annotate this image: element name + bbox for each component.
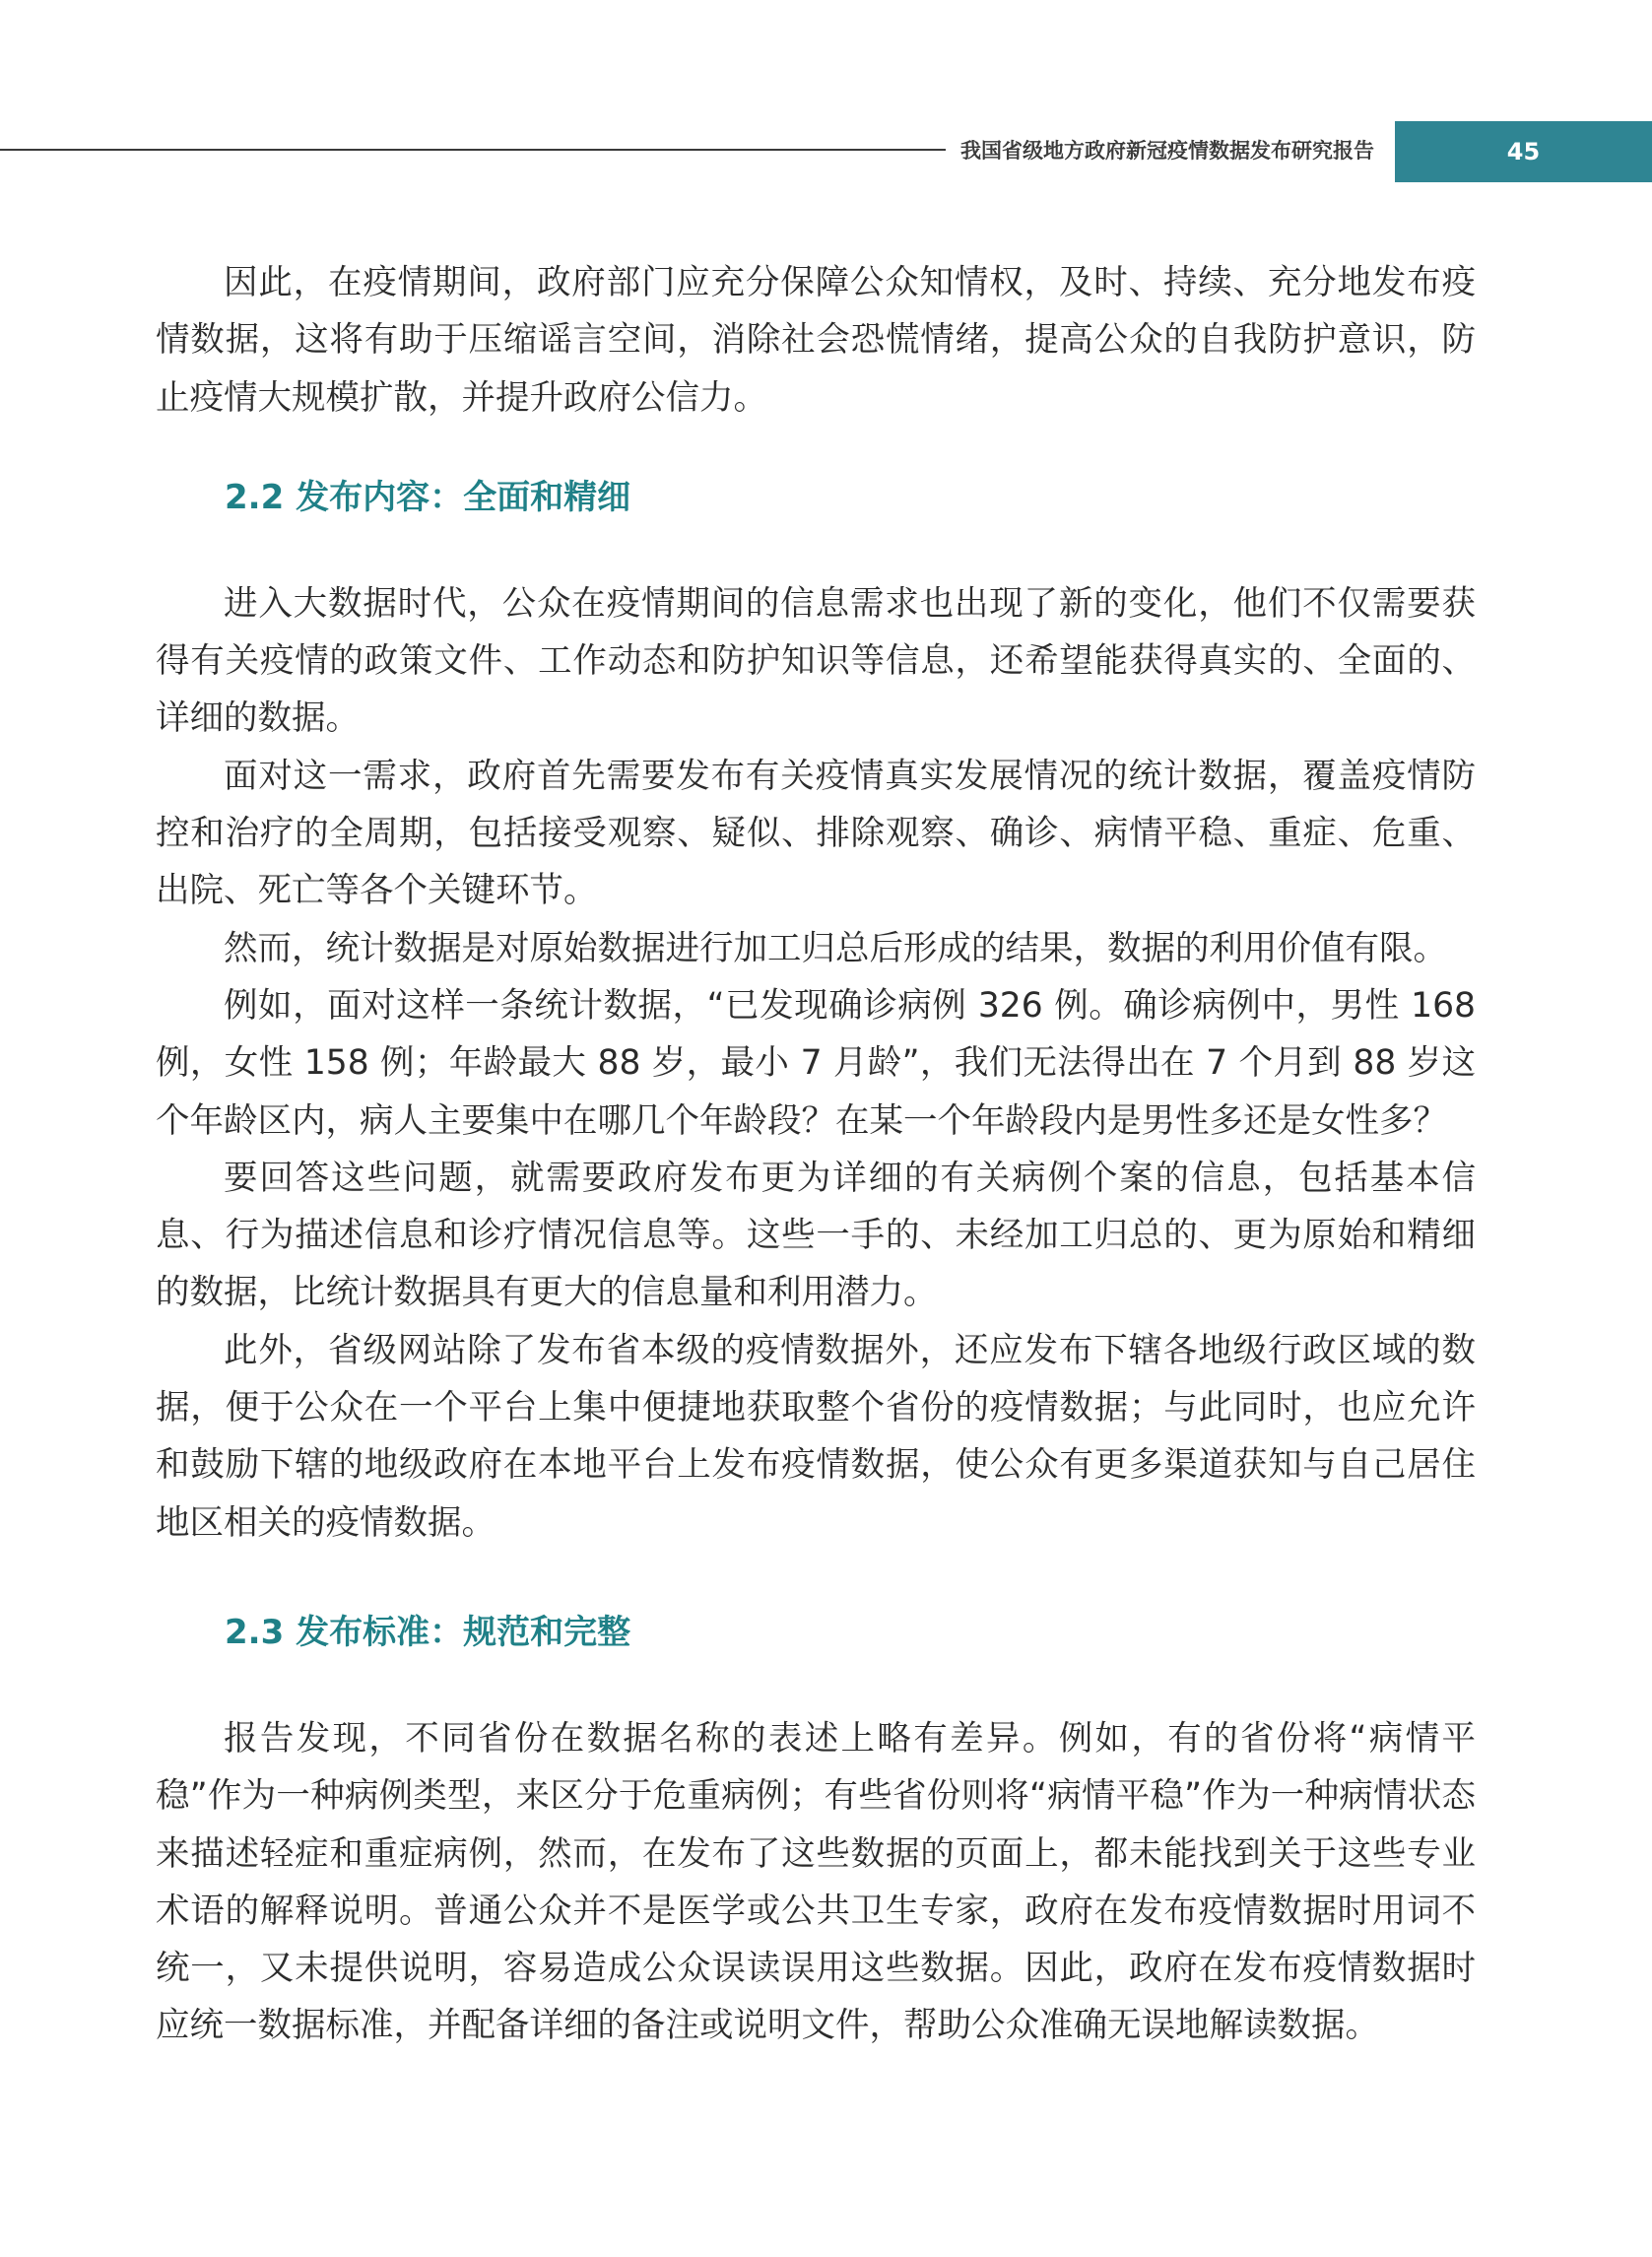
section-heading-2-3: 2.3 发布标准：规范和完整 (225, 1612, 631, 1652)
section-2-3-paragraph-1: 报告发现，不同省份在数据名称的表述上略有差异。例如，有的省份将“病情平稳”作为一种病例类型，来区分于危重病例；有些省份则将“病情平稳”作为一种病情状态来描述轻症和重症病例，然而，在发布了这些数据的页面上，都未能找到关于这些专业术语的解释说明。普通公众并不是医学或公共卫生专家，政府在发布疫情数据时用词不统一，又未提供说明，容易造成公众误读误用这些数据。因此，政府在发布疫情数据时应统一数据标准，并配备详细的备注或说明文件，帮助公众准确无误地解读数据。 (156, 1718, 1476, 2046)
section-2-2-paragraph-1: 进入大数据时代，公众在疫情期间的信息需求也出现了新的变化，他们不仅需要获得有关疫情的政策文件、工作动态和防护知识等信息，还希望能获得真实的、全面的、详细的数据。 (156, 583, 1476, 739)
header-rule (0, 149, 946, 151)
page-number-badge (1395, 121, 1652, 182)
section-2-2-paragraph-3: 然而，统计数据是对原始数据进行加工归总后形成的结果，数据的利用价值有限。 (224, 928, 1447, 968)
intro-paragraph: 因此，在疫情期间，政府部门应充分保障公众知情权，及时、持续、充分地发布疫情数据，这将有助于压缩谣言空间，消除社会恐慌情绪，提高公众的自我防护意识，防止疫情大规模扩散，并提升政府公信力。 (156, 263, 1476, 418)
section-heading-2-2: 2.2 发布内容：全面和精细 (225, 477, 631, 517)
page-number: 45 (1506, 138, 1541, 166)
page-body (156, 254, 1476, 2055)
running-header-title: 我国省级地方政府新冠疫情数据发布研究报告 (960, 139, 1374, 163)
section-2-2-paragraph-6: 此外，省级网站除了发布省本级的疫情数据外，还应发布下辖各地级行政区域的数据，便于公众在一个平台上集中便捷地获取整个省份的疫情数据；与此同时，也应允许和鼓励下辖的地级政府在本地平台上发布疫情数据，使公众有更多渠道获知与自己居住地区相关的疫情数据。 (156, 1330, 1476, 1543)
section-2-2-paragraph-5: 要回答这些问题，就需要政府发布更为详细的有关病例个案的信息，包括基本信息、行为描述信息和诊疗情况信息等。这些一手的、未经加工归总的、更为原始和精细的数据，比统计数据具有更大的信息量和利用潜力。 (156, 1158, 1476, 1313)
section-2-2-paragraph-2: 面对这一需求，政府首先需要发布有关疫情真实发展情况的统计数据，覆盖疫情防控和治疗的全周期，包括接受观察、疑似、排除观察、确诊、病情平稳、重症、危重、出院、死亡等各个关键环节。 (156, 756, 1476, 911)
section-2-2-paragraph-4: 例如，面对这样一条统计数据，“已发现确诊病例 326 例。确诊病例中，男性 168 例，女性 158 例；年龄最大 88 岁，最小 7 月龄”，我们无法得出在 7 个月到 88 岁这个年龄区内，病人主要集中在哪几个年龄段？在某一个年龄段内是男性多还是女性多？ (156, 985, 1476, 1141)
